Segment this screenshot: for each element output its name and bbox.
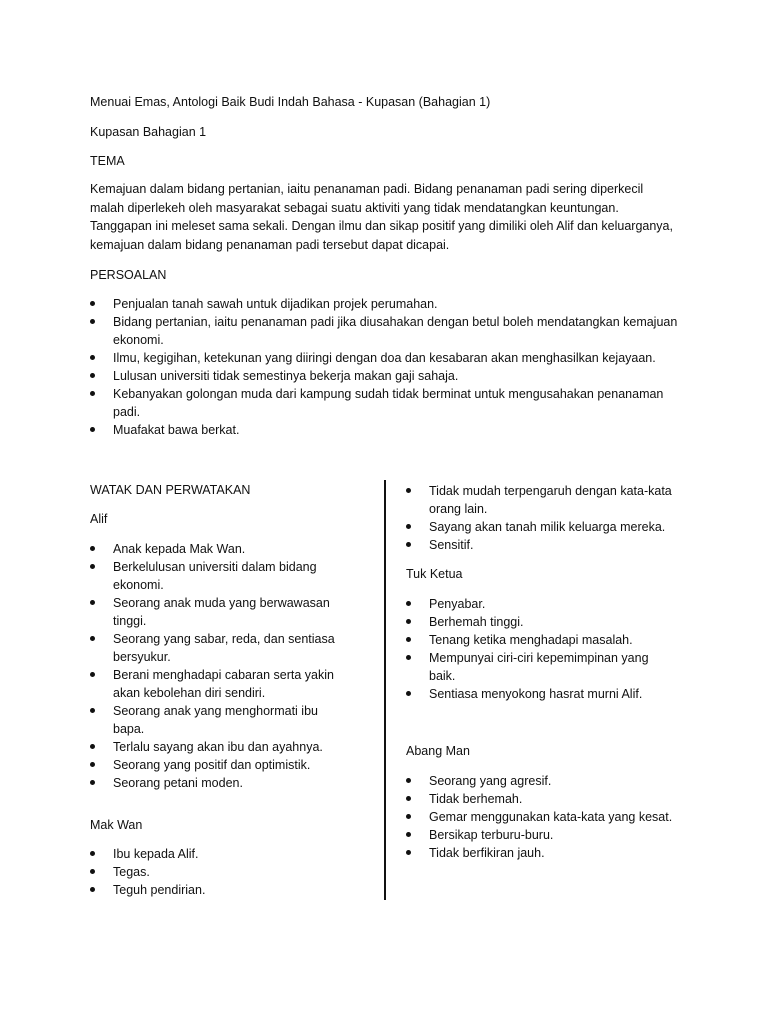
list-item: Bidang pertanian, iaitu penanaman padi jika diusahakan dengan betul boleh mendatangkan kemajuan ekonomi.	[90, 313, 680, 349]
list-item: Tegas.	[90, 863, 345, 881]
tema-paragraph: Kemajuan dalam bidang pertanian, iaitu penanaman padi. Bidang penanaman padi sering diperkecil malah diperlekeh oleh masyarakat sebagai suatu aktiviti yang tidak mendatangkan keuntungan. Tanggapan ini meleset sama sekali. Dengan ilmu dan sikap positif yang dimiliki oleh Alif dan keluarganya, kemajuan dalam bidang penanaman padi tersebut dapat dicapai.	[90, 182, 673, 252]
persoalan-list	[90, 295, 680, 439]
list-item: Anak kepada Mak Wan.	[90, 540, 345, 558]
list-item: Tidak mudah terpengaruh dengan kata-kata orang lain.	[406, 482, 691, 518]
mak-wan-traits-list	[90, 845, 345, 899]
list-item: Seorang petani moden.	[90, 774, 345, 792]
list-item: Seorang yang sabar, reda, dan sentiasa bersyukur.	[90, 630, 345, 666]
character-name-abang-man: Abang Man	[406, 744, 470, 758]
section-subtitle: Kupasan Bahagian 1	[90, 125, 207, 139]
list-item: Tidak berfikiran jauh.	[406, 844, 696, 862]
list-item: Kebanyakan golongan muda dari kampung sudah tidak berminat untuk mengusahakan penanaman padi.	[90, 385, 680, 421]
list-item: Tenang ketika menghadapi masalah.	[406, 631, 671, 649]
column-divider	[384, 480, 386, 900]
tuk-ketua-traits-list	[406, 595, 671, 703]
watak-heading: WATAK DAN PERWATAKAN	[90, 483, 251, 497]
list-item: Seorang yang positif dan optimistik.	[90, 756, 345, 774]
list-item: Ibu kepada Alif.	[90, 845, 345, 863]
character-name-tuk-ketua: Tuk Ketua	[406, 567, 463, 581]
list-item: Mempunyai ciri-ciri kepemimpinan yang baik.	[406, 649, 671, 685]
list-item: Lulusan universiti tidak semestinya bekerja makan gaji sahaja.	[90, 367, 680, 385]
list-item: Berani menghadapi cabaran serta yakin akan kebolehan diri sendiri.	[90, 666, 345, 702]
list-item: Sayang akan tanah milik keluarga mereka.	[406, 518, 691, 536]
character-name-alif: Alif	[90, 512, 108, 526]
list-item: Muafakat bawa berkat.	[90, 421, 680, 439]
list-item: Gemar menggunakan kata-kata yang kesat.	[406, 808, 696, 826]
tema-heading: TEMA	[90, 154, 125, 168]
list-item: Bersikap terburu-buru.	[406, 826, 696, 844]
persoalan-heading: PERSOALAN	[90, 268, 167, 282]
abang-man-traits-list	[406, 772, 696, 862]
list-item: Teguh pendirian.	[90, 881, 345, 899]
list-item: Terlalu sayang akan ibu dan ayahnya.	[90, 738, 345, 756]
list-item: Seorang anak muda yang berwawasan tinggi.	[90, 594, 345, 630]
alif-traits-list	[90, 540, 345, 792]
list-item: Penjualan tanah sawah untuk dijadikan projek perumahan.	[90, 295, 680, 313]
list-item: Berhemah tinggi.	[406, 613, 671, 631]
document-title: Menuai Emas, Antologi Baik Budi Indah Bahasa - Kupasan (Bahagian 1)	[90, 95, 491, 109]
list-item: Ilmu, kegigihan, ketekunan yang diiringi dengan doa dan kesabaran akan menghasilkan kejayaan.	[90, 349, 680, 367]
list-item: Tidak berhemah.	[406, 790, 696, 808]
mak-wan-traits-continued-list	[406, 482, 691, 554]
list-item: Sensitif.	[406, 536, 691, 554]
character-name-mak-wan: Mak Wan	[90, 818, 143, 832]
list-item: Penyabar.	[406, 595, 671, 613]
list-item: Berkelulusan universiti dalam bidang ekonomi.	[90, 558, 345, 594]
list-item: Seorang yang agresif.	[406, 772, 696, 790]
list-item: Seorang anak yang menghormati ibu bapa.	[90, 702, 345, 738]
list-item: Sentiasa menyokong hasrat murni Alif.	[406, 685, 671, 703]
